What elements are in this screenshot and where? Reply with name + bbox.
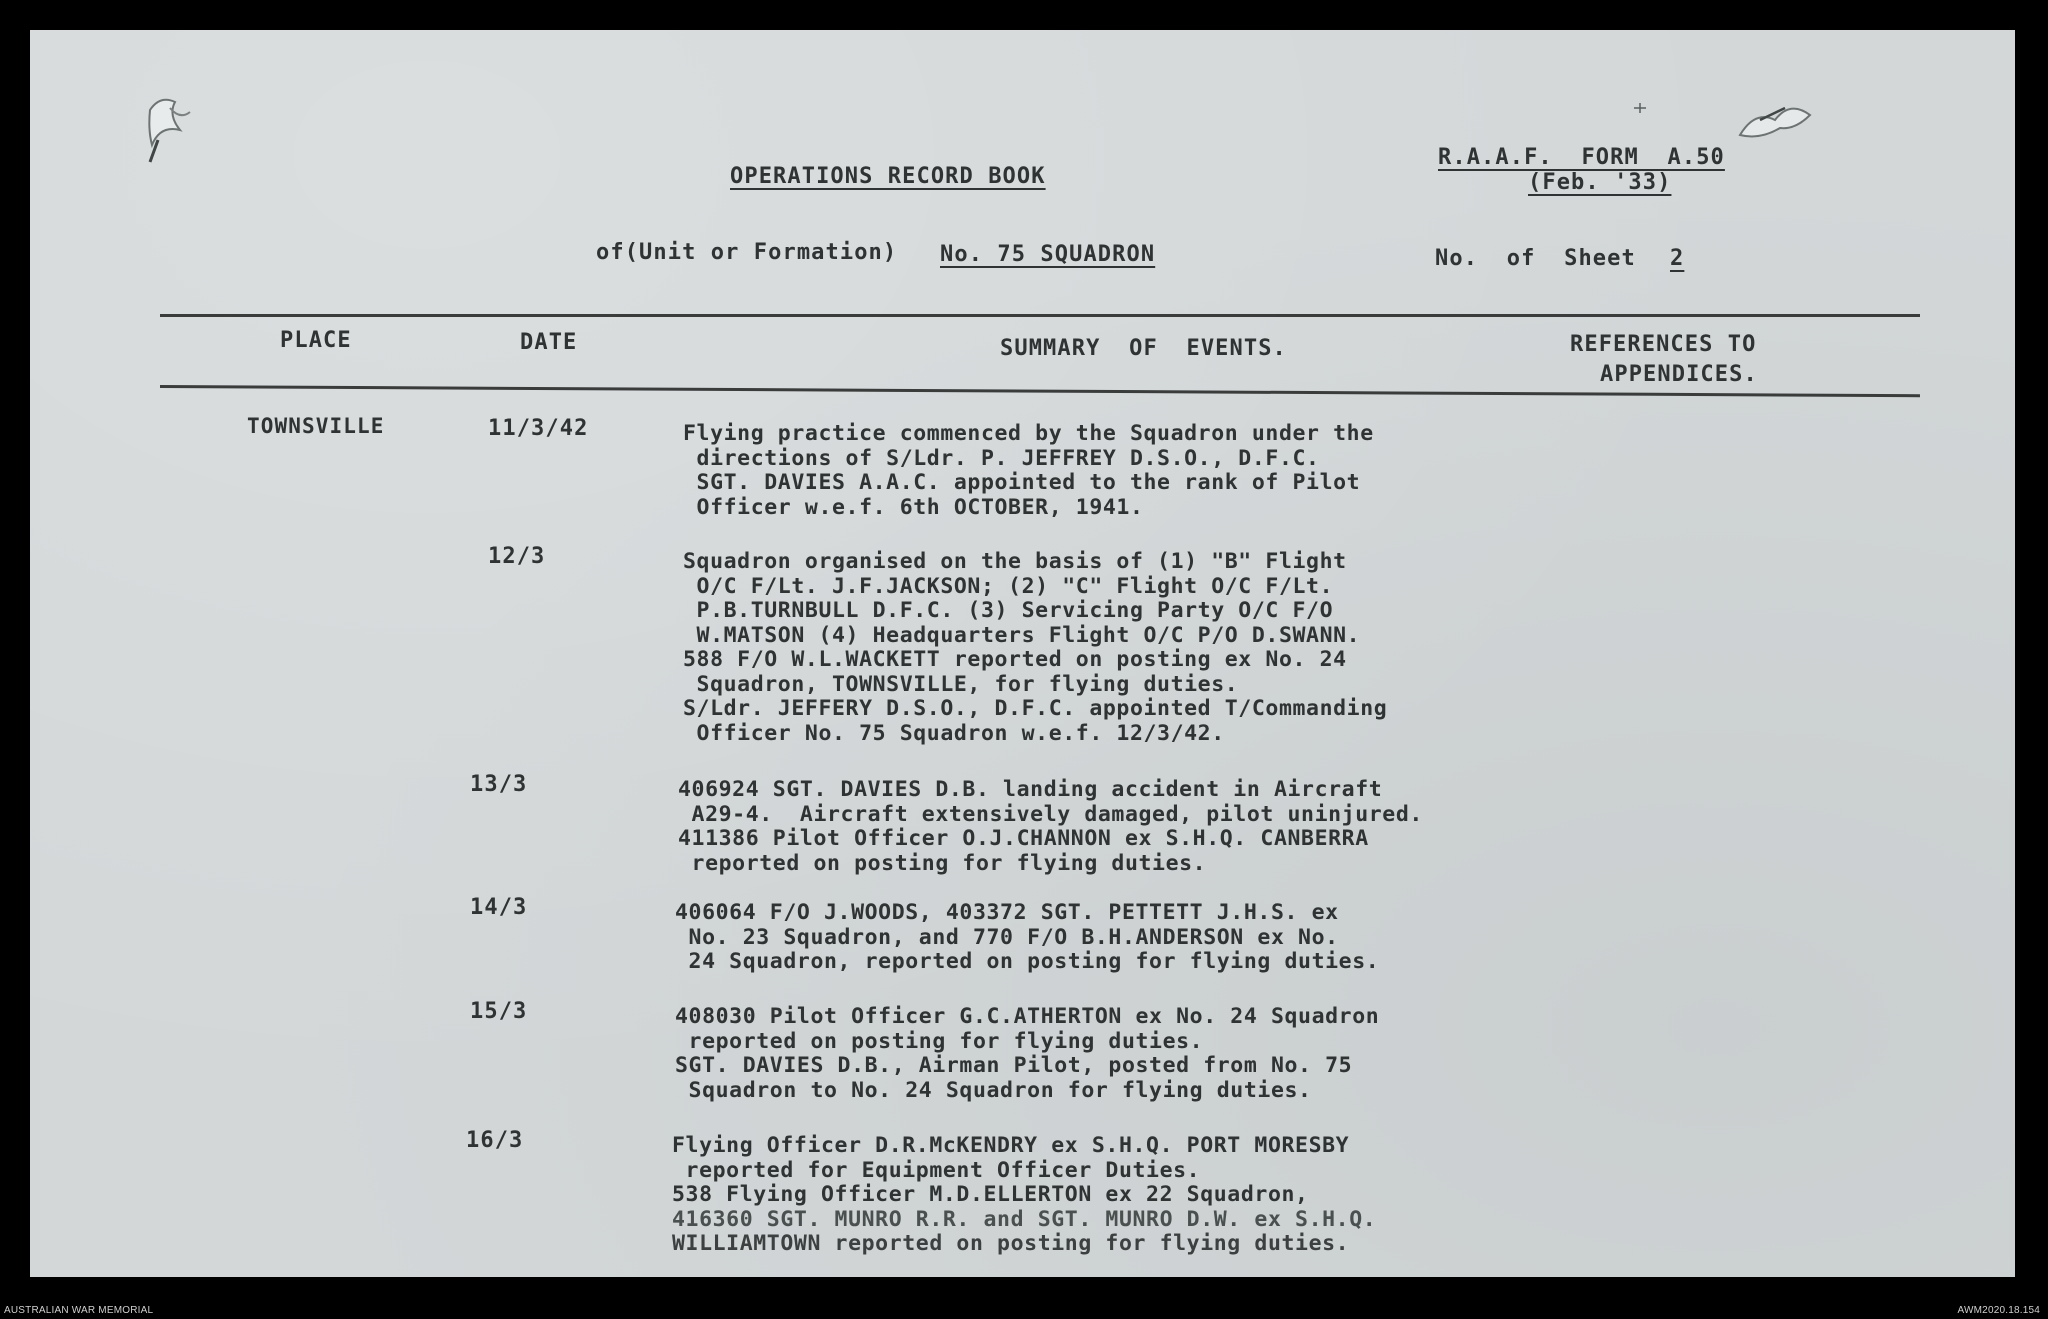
header-top-rule bbox=[160, 314, 1920, 317]
entry-date: 16/3 bbox=[466, 1128, 524, 1153]
place-value: TOWNSVILLE bbox=[247, 414, 385, 438]
entry-line: 406924 SGT. DAVIES D.B. landing accident in Aircraft bbox=[678, 777, 1383, 802]
entry-summary bbox=[672, 1134, 1376, 1257]
entry-line: Flying Officer D.R.McKENDRY ex S.H.Q. PORT MORESBY bbox=[672, 1133, 1350, 1158]
column-header-references: REFERENCES TO bbox=[1570, 332, 1757, 357]
entry-line: WILLIAMTOWN reported on posting for flying duties. bbox=[672, 1231, 1350, 1256]
entry-summary bbox=[678, 778, 1423, 876]
entry-date: 15/3 bbox=[470, 999, 528, 1024]
form-number: R.A.A.F. FORM A.50 bbox=[1438, 145, 1725, 170]
entry-line: reported on posting for flying duties. bbox=[678, 850, 1207, 876]
pin-mark bbox=[1630, 98, 1650, 118]
torn-corner-right-mark bbox=[1730, 90, 1820, 160]
entry-line: 416360 SGT. MUNRO R.R. and SGT. MUNRO D.W. ex S.H.Q. bbox=[672, 1206, 1377, 1232]
entry-line: No. 23 Squadron, and 770 F/O B.H.ANDERSON ex No. bbox=[675, 924, 1339, 950]
sheet-number: 2 bbox=[1670, 246, 1685, 271]
entry-summary bbox=[675, 1005, 1379, 1103]
entry-date: 13/3 bbox=[470, 772, 528, 797]
entry-date: 14/3 bbox=[470, 895, 528, 920]
entry-line: 411386 Pilot Officer O.J.CHANNON ex S.H.Q. CANBERRA bbox=[678, 826, 1369, 851]
entry-line: Squadron, TOWNSVILLE, for flying duties. bbox=[683, 671, 1239, 697]
entry-line: A29-4. Aircraft extensively damaged, pilot uninjured. bbox=[678, 801, 1423, 827]
entry-line: Squadron organised on the basis of (1) "B" Flight bbox=[683, 549, 1347, 574]
entry-line: Flying practice commenced by the Squadron under the bbox=[683, 421, 1374, 446]
entry-line: O/C F/Lt. J.F.JACKSON; (2) "C" Flight O/C F/Lt. bbox=[683, 573, 1334, 599]
entry-line: SGT. DAVIES D.B., Airman Pilot, posted from No. 75 bbox=[675, 1053, 1353, 1078]
column-header-summary: SUMMARY OF EVENTS. bbox=[1000, 336, 1287, 361]
entry-line: directions of S/Ldr. P. JEFFREY D.S.O., D.F.C. bbox=[683, 445, 1320, 471]
form-date: (Feb. '33) bbox=[1528, 170, 1672, 195]
entry-line: 24 Squadron, reported on posting for flying duties. bbox=[675, 949, 1380, 974]
column-header-appendices: APPENDICES. bbox=[1600, 362, 1758, 387]
entry-line: 588 F/O W.L.WACKETT reported on posting ex No. 24 bbox=[683, 647, 1347, 672]
entry-line: S/Ldr. JEFFERY D.S.O., D.F.C. appointed T/Commanding bbox=[683, 696, 1388, 721]
entry-line: Officer w.e.f. 6th OCTOBER, 1941. bbox=[683, 494, 1144, 520]
entry-line: reported for Equipment Officer Duties. bbox=[672, 1157, 1201, 1183]
sheet-label: No. of Sheet bbox=[1435, 246, 1636, 271]
torn-corner-left-mark bbox=[140, 90, 220, 170]
entry-date: 11/3/42 bbox=[488, 416, 589, 441]
entry-date: 12/3 bbox=[488, 544, 546, 569]
column-header-date: DATE bbox=[520, 330, 578, 355]
accession-number: AWM2020.18.154 bbox=[1957, 1305, 2040, 1316]
archive-caption: AUSTRALIAN WAR MEMORIAL bbox=[4, 1305, 154, 1316]
entry-line: 406064 F/O J.WOODS, 403372 SGT. PETTETT J.H.S. ex bbox=[675, 900, 1339, 925]
entry-line: SGT. DAVIES A.A.C. appointed to the rank of Pilot bbox=[683, 470, 1361, 495]
entry-line: W.MATSON (4) Headquarters Flight O/C P/O D.SWANN. bbox=[683, 622, 1361, 648]
entry-line: Officer No. 75 Squadron w.e.f. 12/3/42. bbox=[683, 720, 1225, 746]
entry-line: 408030 Pilot Officer G.C.ATHERTON ex No. 24 Squadron bbox=[675, 1004, 1380, 1029]
entry-summary bbox=[675, 901, 1379, 975]
unit-value: No. 75 SQUADRON bbox=[940, 242, 1156, 267]
entry-summary bbox=[683, 550, 1387, 746]
entry-line: reported on posting for flying duties. bbox=[675, 1028, 1204, 1054]
record-sheet bbox=[30, 30, 2015, 1277]
document-title: OPERATIONS RECORD BOOK bbox=[730, 164, 1046, 189]
entry-line: P.B.TURNBULL D.F.C. (3) Servicing Party O/C F/O bbox=[683, 598, 1334, 623]
entry-line: 538 Flying Officer M.D.ELLERTON ex 22 Squadron, bbox=[672, 1182, 1309, 1207]
entry-summary bbox=[683, 422, 1374, 520]
column-header-place: PLACE bbox=[280, 328, 352, 353]
unit-label: of(Unit or Formation) bbox=[596, 240, 898, 265]
entry-line: Squadron to No. 24 Squadron for flying duties. bbox=[675, 1077, 1312, 1103]
